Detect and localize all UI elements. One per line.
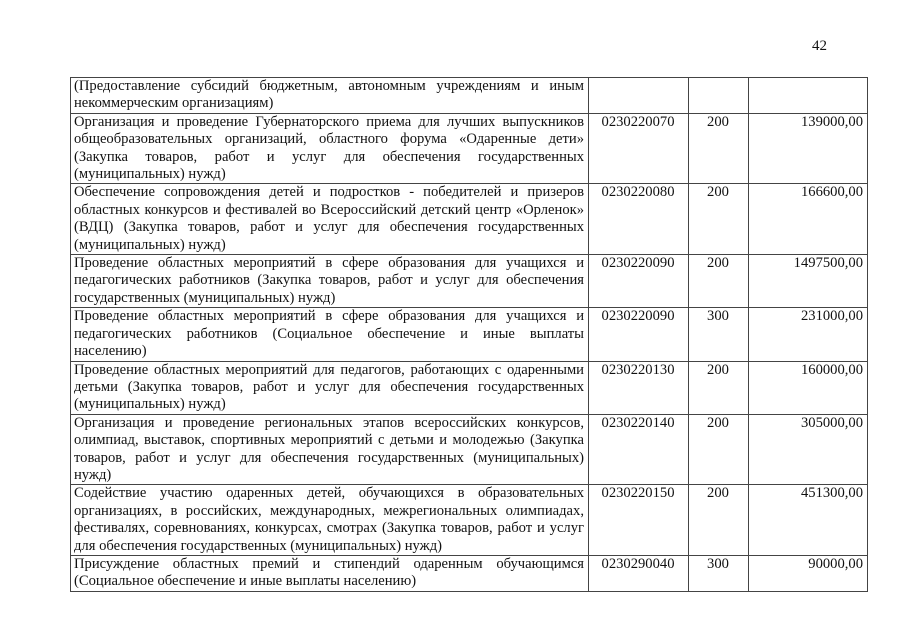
row-expense-type: 200: [689, 414, 749, 485]
row-amount: [749, 78, 868, 114]
row-description: Организация и проведение региональных этапов всероссийских конкурсов, олимпиад, выставок, спортивных мероприятий с детьми и молодежью (Закупка товаров, работ и услуг для обеспечения государственных (муниципальных) нужд): [71, 414, 589, 485]
budget-table-body: [71, 78, 868, 592]
row-amount: 139000,00: [749, 113, 868, 184]
table-row: [71, 308, 868, 361]
row-amount: 166600,00: [749, 184, 868, 255]
row-target-code: [589, 78, 689, 114]
table-row: [71, 414, 868, 485]
row-target-code: 0230220070: [589, 113, 689, 184]
row-expense-type: 200: [689, 485, 749, 556]
table-row: [71, 78, 868, 114]
table-row: [71, 555, 868, 591]
table-row: [71, 113, 868, 184]
row-amount: 1497500,00: [749, 255, 868, 308]
row-amount: 160000,00: [749, 361, 868, 414]
table-row: [71, 485, 868, 556]
row-expense-type: [689, 78, 749, 114]
table-row: [71, 255, 868, 308]
row-expense-type: 300: [689, 308, 749, 361]
row-target-code: 0230220150: [589, 485, 689, 556]
row-expense-type: 200: [689, 113, 749, 184]
row-expense-type: 200: [689, 255, 749, 308]
row-target-code: 0230220140: [589, 414, 689, 485]
row-description: Проведение областных мероприятий для педагогов, работающих с одаренными детьми (Закупка товаров, работ и услуг для обеспечения государственных (муниципальных) нужд): [71, 361, 589, 414]
row-description: Проведение областных мероприятий в сфере образования для учащихся и педагогических работников (Закупка товаров, работ и услуг для обеспечения государственных (муниципальных) нужд): [71, 255, 589, 308]
table-row: [71, 361, 868, 414]
row-description: Обеспечение сопровождения детей и подростков - победителей и призеров областных конкурсов и фестивалей во Всероссийский детский центр «Орленок» (ВДЦ) (Закупка товаров, работ и услуг для обеспечения государственных (муниципальных) нужд): [71, 184, 589, 255]
row-description: Организация и проведение Губернаторского приема для лучших выпускников общеобразовательных организаций, областного форума «Одаренные дети» (Закупка товаров, работ и услуг для обеспечения государственных (муниципальных) нужд): [71, 113, 589, 184]
row-amount: 90000,00: [749, 555, 868, 591]
page-number: 42: [812, 38, 827, 54]
row-expense-type: 200: [689, 361, 749, 414]
row-expense-type: 300: [689, 555, 749, 591]
row-target-code: 0230220090: [589, 308, 689, 361]
row-amount: 305000,00: [749, 414, 868, 485]
row-amount: 231000,00: [749, 308, 868, 361]
row-target-code: 0230220080: [589, 184, 689, 255]
row-target-code: 0230290040: [589, 555, 689, 591]
budget-table: [70, 77, 868, 592]
row-description: Присуждение областных премий и стипендий одаренным обучающимся (Социальное обеспечение и иные выплаты населению): [71, 555, 589, 591]
row-description: (Предоставление субсидий бюджетным, автономным учреждениям и иным некоммерческим организациям): [71, 78, 589, 114]
table-row: [71, 184, 868, 255]
row-expense-type: 200: [689, 184, 749, 255]
row-target-code: 0230220130: [589, 361, 689, 414]
row-description: Содействие участию одаренных детей, обучающихся в образовательных организациях, в российских, международных, межрегиональных олимпиадах, фестивалях, соревнованиях, конкурсах, смотрах (Закупка товаров, работ и услуг для обеспечения государственных (муниципальных) нужд): [71, 485, 589, 556]
row-description: Проведение областных мероприятий в сфере образования для учащихся и педагогических работников (Социальное обеспечение и иные выплаты населению): [71, 308, 589, 361]
row-target-code: 0230220090: [589, 255, 689, 308]
row-amount: 451300,00: [749, 485, 868, 556]
